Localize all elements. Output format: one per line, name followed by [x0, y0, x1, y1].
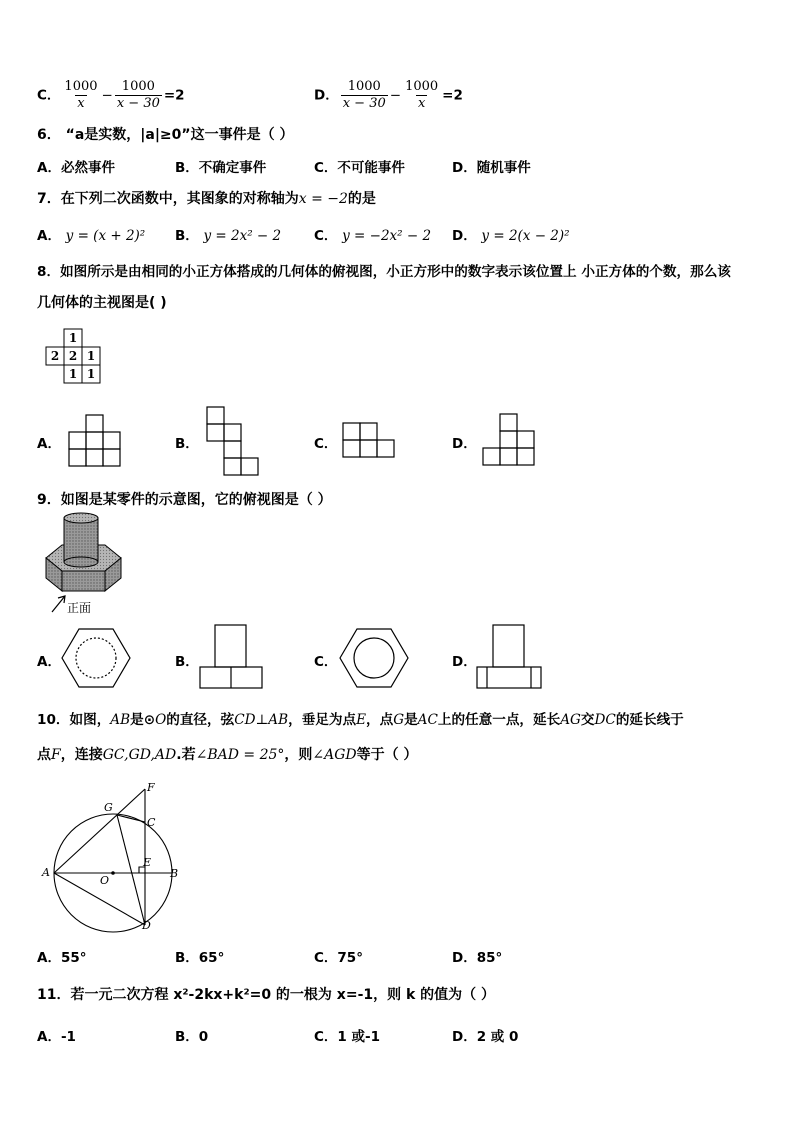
- q10-option-b[interactable]: B．65°: [175, 950, 225, 966]
- q8-option-b[interactable]: B．: [175, 436, 199, 452]
- fraction: $\frac{1000}{x}$: [405, 79, 439, 111]
- q8-option-a[interactable]: A．: [37, 436, 61, 452]
- q7-option-b[interactable]: B． y = 2x² − 2: [175, 228, 282, 244]
- q6-option-d[interactable]: D．随机事件: [452, 160, 531, 176]
- q7-option-d[interactable]: D． y = 2(x − 2)²: [452, 228, 570, 244]
- label-b: B: [170, 867, 179, 880]
- label-f: F: [147, 781, 155, 794]
- q10-stem-line2: 点F，连接GC,GD,AD.若∠BAD = 25°，则∠AGD等于（ ）: [37, 747, 418, 763]
- q9-stem: 9．如图是某零件的示意图，它的俯视图是（ ）: [37, 492, 332, 508]
- q10-option-a[interactable]: A．55°: [37, 950, 87, 966]
- q6-stem: 6． “a是实数，|a|≥0”这一事件是（ ）: [37, 127, 294, 143]
- q8-stem-line1: 8．如图所示是由相同的小正方体搭成的几何体的俯视图，小正方形中的数字表示该位置上 小正方体的个数，那么该: [37, 264, 731, 280]
- q11-stem: 11．若一元二次方程 x²-2kx+k²=0 的一根为 x=-1，则 k 的值为（ ）: [37, 987, 496, 1003]
- grid-number: 1: [68, 331, 78, 345]
- q9-option-c[interactable]: C．: [314, 654, 338, 670]
- q5-option-d[interactable]: D． $\frac{1000}{x - 30}$ − $\frac{1000}{x}$ =2: [314, 79, 463, 111]
- grid-number: 2: [50, 349, 60, 363]
- q9-option-a[interactable]: A．: [37, 654, 61, 670]
- q10-option-c[interactable]: C．75°: [314, 950, 363, 966]
- label-g: G: [104, 801, 113, 814]
- q8-option-d[interactable]: D．: [452, 436, 477, 452]
- label-c: C: [147, 816, 156, 829]
- q11-option-b[interactable]: B．0: [175, 1029, 209, 1045]
- fraction: $\frac{1000}{x - 30}$: [342, 79, 386, 111]
- option-letter: C．: [37, 87, 61, 104]
- q11-option-c[interactable]: C．1 或-1: [314, 1029, 380, 1045]
- q8-stem-line2: 几何体的主视图是( ): [37, 295, 167, 311]
- fraction: $\frac{1000}{x}$: [64, 79, 98, 111]
- q5-option-c[interactable]: C． $\frac{1000}{x}$ − $\frac{1000}{x - 30}$ =2: [37, 79, 185, 111]
- q10-option-d[interactable]: D．85°: [452, 950, 503, 966]
- label-d: D: [142, 919, 151, 932]
- option-letter: D．: [314, 87, 339, 104]
- q8-option-c[interactable]: C．: [314, 436, 338, 452]
- q7-stem: 7．在下列二次函数中，其图象的对称轴为x = −2的是: [37, 191, 376, 207]
- q10-stem-line1: 10．如图，AB是⊙O的直径，弦CD⊥AB，垂足为点E，点G是AC上的任意一点，延长AG交DC的延长线于: [37, 712, 684, 728]
- label-o: O: [100, 874, 110, 887]
- q7-option-a[interactable]: A． y = (x + 2)²: [37, 228, 146, 244]
- q7-option-c[interactable]: C． y = −2x² − 2: [314, 228, 432, 244]
- grid-number: 1: [86, 349, 96, 363]
- front-label: 正面: [67, 601, 92, 615]
- grid-number: 1: [86, 367, 96, 381]
- grid-number: 1: [68, 367, 78, 381]
- label-e: E: [143, 856, 152, 869]
- q11-option-a[interactable]: A．-1: [37, 1029, 76, 1045]
- q9-option-d[interactable]: D．: [452, 654, 477, 670]
- label-a: A: [42, 866, 50, 879]
- q6-option-b[interactable]: B．不确定事件: [175, 160, 267, 176]
- fraction: $\frac{1000}{x - 30}$: [116, 79, 160, 111]
- q6-option-c[interactable]: C．不可能事件: [314, 160, 405, 176]
- q11-option-d[interactable]: D．2 或 0: [452, 1029, 519, 1045]
- grid-number: 2: [68, 349, 78, 363]
- q9-option-b[interactable]: B．: [175, 654, 199, 670]
- q6-option-a[interactable]: A．必然事件: [37, 160, 115, 176]
